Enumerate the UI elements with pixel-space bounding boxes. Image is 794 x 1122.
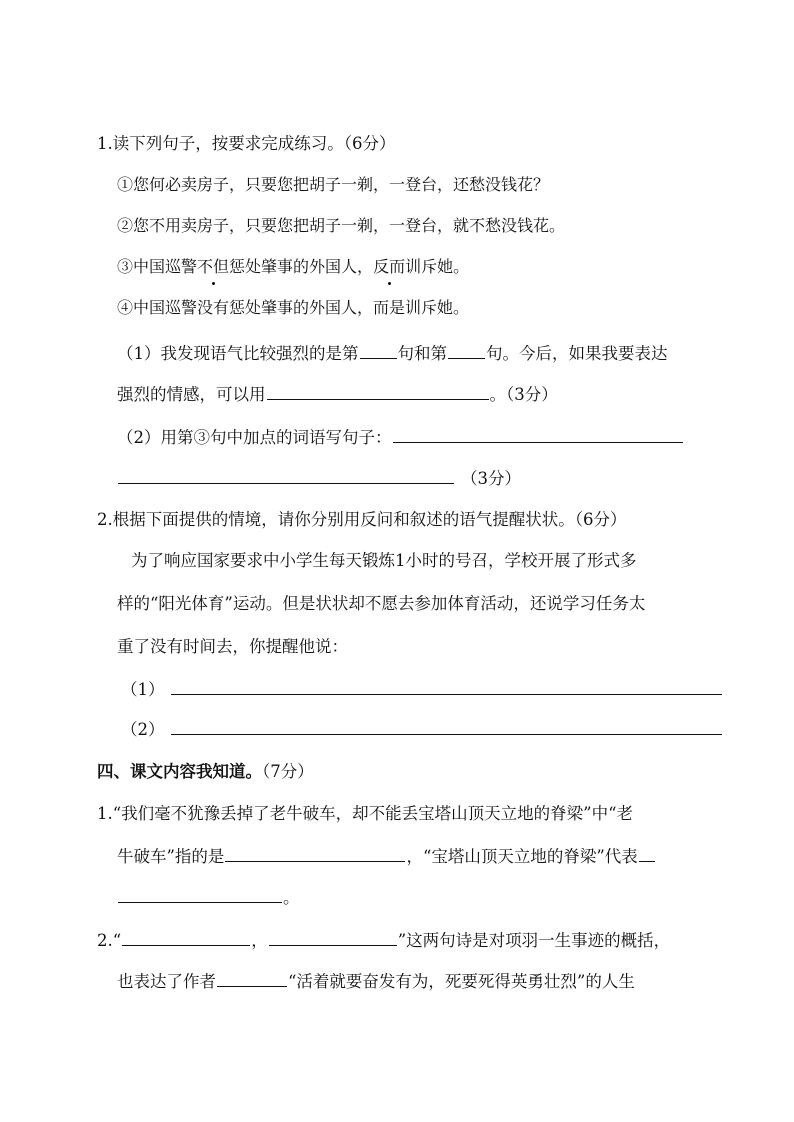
answer-blank-author[interactable] <box>217 968 287 987</box>
answer-blank-sentence-write[interactable] <box>393 424 683 443</box>
sec4-q1-line2 <box>117 843 656 869</box>
q1-sentence-4: ④中国巡警没有惩处肇事的外国人，而是训斥她。 <box>117 298 470 317</box>
section4-score: （7分） <box>262 762 314 781</box>
sec4-q1-text-b: ，“宝塔山顶天立地的脊梁”代表 <box>406 847 638 866</box>
section4-heading <box>97 760 314 784</box>
sec4-q1-text-a: 牛破车”指的是 <box>117 847 225 866</box>
sentence-3-part-a: 中国巡警 <box>133 257 198 276</box>
answer-blank-poem-line1[interactable] <box>122 927 250 946</box>
sec4-q2-line1 <box>97 927 670 953</box>
answer-blank-method[interactable] <box>267 381 489 400</box>
q2-title: 2.根据下面提供的情境，请你分别用反问和叙述的语气提醒状状。（6分） <box>97 510 627 529</box>
dotted-word-budan: 不但 <box>197 255 229 279</box>
answer-label-2: （2） <box>121 720 165 739</box>
q2-para-line2: 样的“阳光体育”运动。但是状状却不愿去参加体育活动，还说学习任务太 <box>117 594 646 613</box>
sub1-text-4: 强烈的情感，可以用 <box>117 385 266 404</box>
sec4-q2-text-a: 2.“ <box>97 931 122 950</box>
answer-blank-poem-line2[interactable] <box>269 927 397 946</box>
q1-sub2-line2 <box>117 465 521 491</box>
q1-sub1-line2 <box>117 381 558 407</box>
q1-sub2-line1 <box>117 424 684 450</box>
sub1-text-2: 句和第 <box>397 344 447 363</box>
q1-sub1-line1 <box>117 340 668 366</box>
answer-blank-old-cart[interactable] <box>225 843 405 862</box>
section4-title: 四、课文内容我知道。 <box>97 762 262 781</box>
sentence-3-part-c: 惩处肇事的外国人， <box>229 257 374 276</box>
q2-answer-1 <box>121 676 723 702</box>
sub1-text-1: （1）我发现语气比较强烈的是第 <box>117 344 359 363</box>
q1-sentence-3 <box>117 255 469 279</box>
sub2-score: （3分） <box>461 469 521 488</box>
answer-blank-backbone[interactable] <box>118 884 282 903</box>
answer-blank-sentence-a[interactable] <box>360 340 397 359</box>
sec4-q2-line2 <box>117 968 635 994</box>
q1-sentence-2: ②您不用卖房子，只要您把胡子一剃，一登台，就不愁没钱花。 <box>117 216 566 235</box>
answer-label-1: （1） <box>121 680 165 699</box>
answer-blank-backbone-start[interactable] <box>639 843 655 862</box>
q1-title: 1.读下列句子，按要求完成练习。（6分） <box>97 134 396 153</box>
sub1-text-3: 句。今后，如果我要表达 <box>486 344 668 363</box>
q2-answer-2 <box>121 716 723 742</box>
answer-blank-1[interactable] <box>171 676 722 695</box>
sec4-q2-text-e: “活着就要奋发有为，死要死得英勇壮烈”的人生 <box>288 972 635 991</box>
sec4-q1-line1: 1.“我们毫不犹豫丢掉了老牛破车，却不能丢宝塔山顶天立地的脊梁”中“老 <box>97 804 634 823</box>
q2-para-line3: 重了没有时间去，你提醒他说： <box>117 637 348 656</box>
sentence-3-part-e: 训斥她。 <box>405 257 470 276</box>
sub2-text: （2）用第③句中加点的词语写句子： <box>117 428 392 447</box>
dotted-word-faner: 反而 <box>373 255 405 279</box>
answer-blank-sentence-write-cont[interactable] <box>118 465 454 484</box>
sec4-q2-text-c: ”这两句诗是对项羽一生事迹的概括， <box>397 931 671 950</box>
answer-blank-sentence-b[interactable] <box>448 340 485 359</box>
answer-blank-2[interactable] <box>171 716 722 735</box>
sec4-q2-text-d: 也表达了作者 <box>117 972 216 991</box>
q1-sentence-1: ①您何必卖房子，只要您把胡子一剃，一登台，还愁没钱花？ <box>117 175 550 194</box>
q2-para-line1: 为了响应国家要求中小学生每天锻炼1小时的号召，学校开展了形式多 <box>131 551 637 570</box>
sec4-q1-period: 。 <box>283 888 300 907</box>
sec4-q1-line3 <box>117 884 300 910</box>
sec4-q2-comma: ， <box>251 931 268 950</box>
circled-number: ③ <box>117 257 134 276</box>
sub1-score: 。（3分） <box>489 385 558 404</box>
